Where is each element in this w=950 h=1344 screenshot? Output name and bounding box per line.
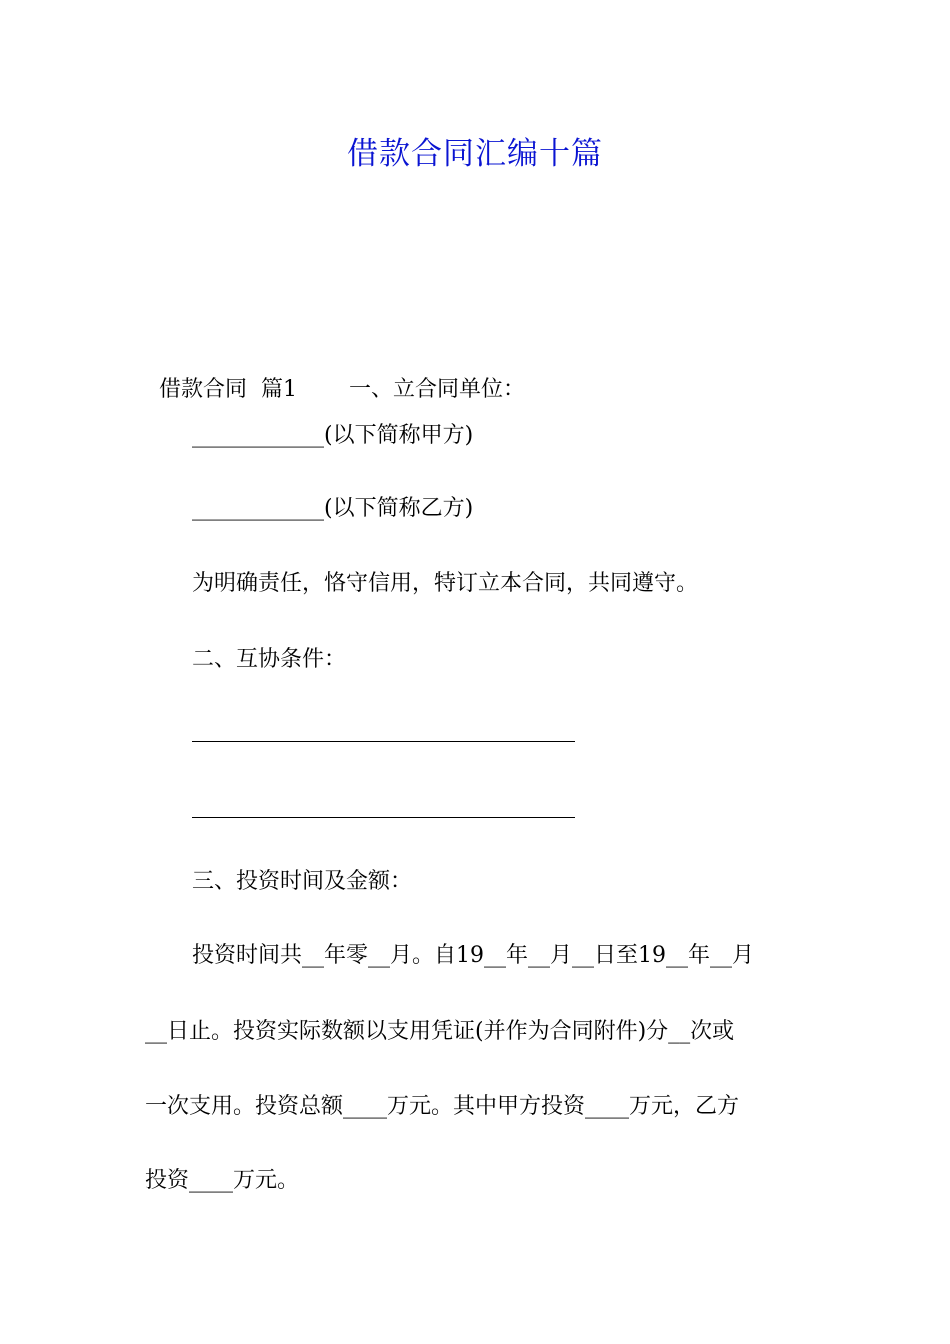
party-a-line: ____________(以下简称甲方): [192, 423, 474, 448]
section-heading: 借款合同 篇1: [159, 377, 297, 402]
clause-3-line-3: 一次支用。投资总额____万元。其中甲方投资____万元，乙方: [145, 1094, 740, 1119]
party-b-line: ____________(以下简称乙方): [192, 496, 474, 521]
purpose-line: 为明确责任，恪守信用，特订立本合同，共同遵守。: [192, 571, 699, 596]
document-title: 借款合同汇编十篇: [347, 136, 603, 172]
clause-2-heading: 二、互协条件：: [192, 647, 347, 672]
clause-1-heading: 一、立合同单位：: [348, 377, 525, 402]
clause-3-heading: 三、投资时间及金额：: [192, 869, 413, 894]
clause-3-line-4: 投资____万元。: [145, 1168, 300, 1193]
blank-fill-line-1: [192, 741, 575, 742]
blank-fill-line-2: [192, 817, 575, 818]
section-heading-line: [145, 345, 525, 405]
clause-3-line-2: __日止。投资实际数额以支用凭证(并作为合同附件)分__次或: [145, 1019, 735, 1044]
clause-3-line-1: 投资时间共__年零__月。自19__年__月__日至19__年__月: [192, 943, 754, 968]
